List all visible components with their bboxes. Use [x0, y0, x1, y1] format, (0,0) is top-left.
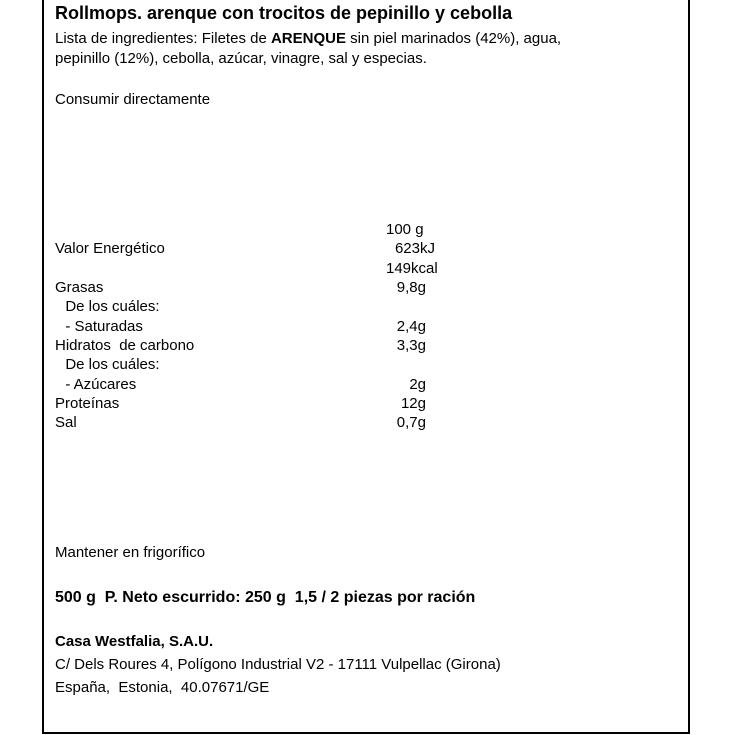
nutrition-value-carbohydrates: 3,3g: [396, 337, 426, 354]
company-name: Casa Westfalia, S.A.U.: [55, 633, 214, 650]
nutrition-label-energy: Valor Energético: [55, 240, 165, 257]
ingredients-prefix: Lista de ingredientes: Filetes de: [55, 30, 271, 47]
nutrition-value-energy-kcal: 149kcal: [386, 260, 438, 277]
nutrition-label-carbohydrates: Hidratos de carbono: [55, 337, 195, 354]
ingredients-line-1: [55, 31, 561, 46]
nutrition-label-protein: Proteínas: [55, 395, 120, 412]
nutrition-label-saturates: - Saturadas: [57, 318, 143, 335]
nutrition-per-header: 100 g: [386, 221, 424, 238]
nutrition-label-sugars: - Azúcares: [57, 376, 137, 393]
company-address: C/ Dels Roures 4, Polígono Industrial V2 - 17111 Vulpellac (Girona): [55, 656, 501, 673]
origin-and-registration: España, Estonia, 40.07671/GE: [55, 679, 270, 696]
nutrition-value-fat: 9,8g: [396, 279, 426, 296]
nutrition-value-salt: 0,7g: [396, 414, 426, 431]
nutrition-label-of-which-fat: De los cuáles:: [57, 298, 160, 315]
nutrition-label-of-which-carbs: De los cuáles:: [57, 356, 160, 373]
usage-instructions: Consumir directamente: [55, 91, 211, 108]
product-title: Rollmops. arenque con trocitos de pepinillo y cebolla: [55, 3, 513, 23]
ingredients-line-2: pepinillo (12%), cebolla, azúcar, vinagre, sal y especias.: [55, 50, 427, 67]
storage-instructions: Mantener en frigorífico: [55, 544, 206, 561]
net-weights: 500 g P. Neto escurrido: 250 g 1,5 / 2 piezas por ración: [55, 589, 476, 606]
nutrition-value-sugars: 2g: [409, 376, 426, 393]
nutrition-value-protein: 12g: [400, 395, 426, 412]
allergen-herring: ARENQUE: [270, 30, 346, 47]
nutrition-value-energy-kj: 623kJ: [394, 240, 435, 257]
nutrition-label-salt: Sal: [55, 414, 77, 431]
nutrition-label-fat: Grasas: [55, 279, 104, 296]
nutrition-value-saturates: 2,4g: [396, 318, 426, 335]
ingredients-suffix: sin piel marinados (42%), agua,: [345, 30, 562, 47]
